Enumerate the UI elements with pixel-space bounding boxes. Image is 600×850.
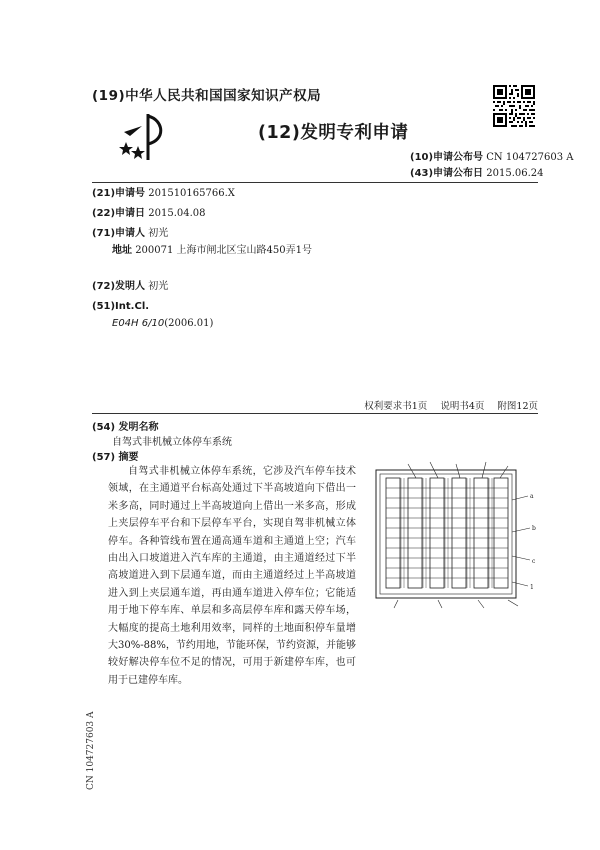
svg-text:1: 1	[530, 584, 534, 591]
section-divider	[92, 413, 538, 414]
app-no-value: 201510165766.X	[148, 188, 235, 199]
app-no-label: (21)申请号	[92, 188, 146, 199]
header-divider	[92, 182, 538, 183]
application-number	[92, 186, 332, 202]
abstract-label: (57) 摘要	[92, 452, 139, 463]
address-label: 地址	[112, 245, 132, 256]
inventor-value: 初光	[148, 281, 169, 292]
description-pages: 说明书4页	[440, 401, 485, 412]
drawing-pages: 附图12页	[497, 401, 538, 412]
pub-date-label: (43)申请公布日	[410, 168, 484, 179]
inventor-label: (72)发明人	[92, 281, 146, 292]
int-cl-label: (51)Int.Cl.	[92, 301, 150, 312]
applicant-label: (71)申请人	[92, 228, 146, 239]
qr-code-icon	[493, 85, 535, 127]
int-cl	[92, 299, 332, 315]
title-label: (54) 发明名称	[92, 422, 159, 433]
office-name: (19)中华人民共和国国家知识产权局	[92, 88, 322, 104]
address	[92, 243, 324, 259]
ipc-code: E04H 6/10	[112, 318, 165, 329]
side-publication-code: CN 104727603 A	[86, 711, 96, 790]
application-date	[92, 206, 332, 222]
claims-pages: 权利要求书1页	[364, 401, 428, 412]
ipc-version: (2006.01)	[164, 318, 214, 329]
applicant	[92, 226, 332, 242]
invention-title: 自驾式非机械立体停车系统	[112, 437, 232, 448]
app-date-value: 2015.04.08	[148, 208, 206, 219]
pub-number: CN 104727603 A	[486, 152, 574, 163]
ipc-classification	[112, 318, 213, 329]
svg-text:c: c	[532, 558, 536, 565]
cnipa-logo-icon	[118, 112, 174, 162]
svg-text:b: b	[532, 525, 536, 532]
svg-text:a: a	[530, 493, 534, 500]
pub-date: 2015.06.24	[486, 168, 544, 179]
address-value: 200071 上海市闸北区宝山路450弄1号	[135, 245, 312, 256]
inventor	[92, 279, 332, 295]
document-type: (12)发明专利申请	[258, 123, 409, 143]
applicant-value: 初光	[148, 228, 169, 239]
abstract-text: 自驾式非机械立体停车系统，它涉及汽车停车技术领域，在主通道平台标高处通过下半高坡道向下借出一米多高，同时通过上半高坡道向上借出一米多高，形成上夹层停车平台和下层停车平台，实现自驾非机械立体停车。各种管线布置在通高通车道和主通道上空；汽车由出入口坡道进入汽车库的主通道，由主通道经过下半高坡道进入到下层通车道，而由主通道经过上半高坡道进入到上夹层通车道，再由通车道进入停车位；它能适用于地下停车库、单层和多高层停车库和露天停车场，大幅度的提高土地利用效率，同样的土地面积停车量增大30%-88%，节约用地，节能环保，节约资源，并能够较好解决停车位不足的情况，可用于新建停车库，也可用于已建停车库。	[108, 466, 356, 686]
parking-layout-figure	[368, 460, 540, 612]
pub-number-label: (10)申请公布号	[410, 152, 484, 163]
publication-info	[410, 150, 574, 182]
page-counts	[354, 398, 538, 412]
app-date-label: (22)申请日	[92, 208, 146, 219]
